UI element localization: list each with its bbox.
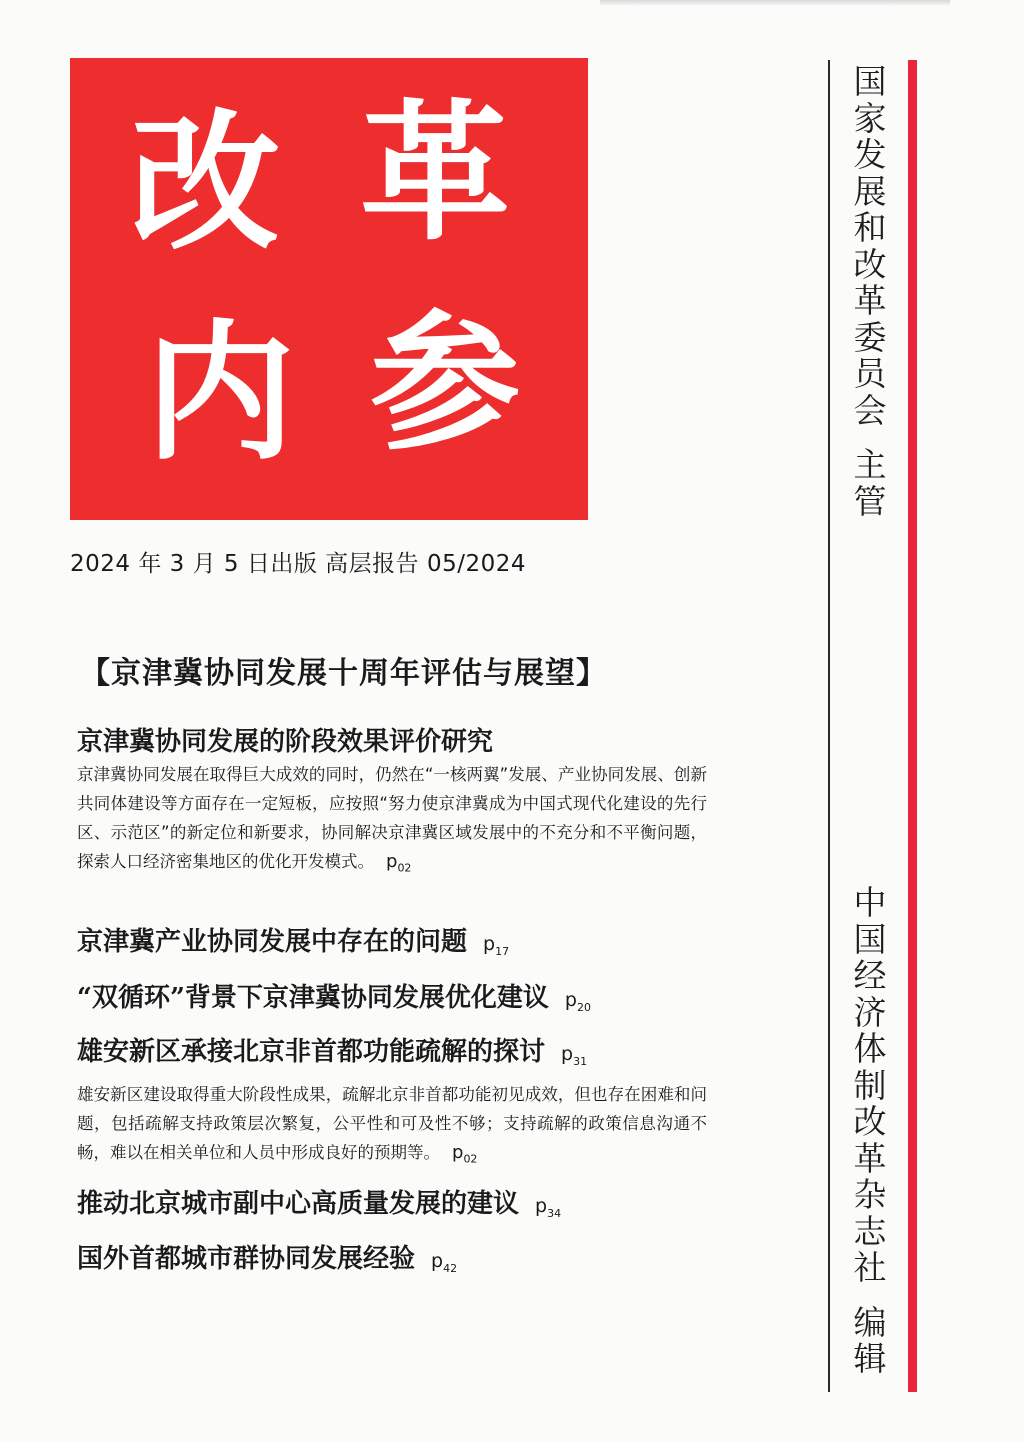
page-ref — [386, 851, 412, 875]
credit-char: 经 — [853, 956, 887, 995]
supervisor-credit — [848, 64, 892, 520]
credit-char: 委 — [853, 317, 887, 357]
page-ref — [483, 933, 510, 958]
article-4 — [77, 1034, 717, 1173]
abstract-text: 京津冀协同发展在取得巨大成效的同时，仍然在“一核两翼”发展、产业协同发展、创新共同体建设等方面存在一定短板，应按照“努力使京津冀成为中国式现代化建设的先行区、示范区”的新定位和新要求，协同解决京津冀区域发展中的不充分和不平衡问题，探索人口经济密集地区的优化开发模式。 — [77, 765, 707, 871]
credit-char: 发 — [853, 135, 887, 174]
masthead-char-3: 内 — [144, 305, 295, 481]
credit-char: 制 — [853, 1065, 887, 1105]
abstract-text: 雄安新区建设取得重大阶段性成果，疏解北京非首都功能初见成效，但也存在困难和问题，包括疏解支持政策层次繁复，公平性和可及性不够；支持疏解的政策信息沟通不畅，难以在相关单位和人员中形成良好的预期等。 — [77, 1084, 707, 1162]
article-title-text: 国外首都城市群协同发展经验 — [77, 1244, 416, 1274]
article-abstract — [77, 1080, 707, 1174]
credit-char: 员 — [853, 354, 887, 393]
credit-char: 革 — [853, 281, 887, 320]
page-ref — [431, 1250, 458, 1275]
divider-black — [828, 60, 830, 1392]
article-title-text: 京津冀产业协同发展中存在的问题 — [77, 927, 468, 957]
section-title: 【京津冀协同发展十周年评估与展望】 — [80, 656, 607, 691]
page-ref-p: p — [535, 1195, 548, 1217]
article-title-text: 推动北京城市副中心高质量发展的建议 — [77, 1189, 520, 1219]
article-title-text: 雄安新区承接北京非首都功能疏解的探讨 — [77, 1037, 546, 1067]
article-abstract — [77, 760, 707, 883]
article-title — [77, 980, 717, 1026]
credit-char: 改 — [853, 244, 887, 284]
credit-char: 志 — [853, 1211, 887, 1251]
scan-shadow — [600, 0, 950, 6]
editor-credit — [848, 885, 892, 1378]
credit-char: 编 — [853, 1302, 887, 1342]
article-6 — [77, 1241, 717, 1287]
page-ref — [561, 1043, 588, 1068]
page-ref-num: 34 — [547, 1206, 562, 1220]
article-title — [77, 1034, 717, 1080]
masthead-char-4: 参 — [369, 295, 520, 471]
credit-char: 济 — [853, 992, 887, 1032]
credit-char: 改 — [853, 1102, 887, 1141]
article-title — [77, 1186, 717, 1232]
page-ref-p: p — [452, 1141, 464, 1163]
article-3 — [77, 980, 717, 1026]
credit-char: 辑 — [853, 1339, 887, 1378]
credit-char: 社 — [853, 1248, 887, 1287]
masthead-char-1: 改 — [129, 95, 280, 271]
article-2 — [77, 924, 717, 970]
credit-char: 国 — [853, 919, 887, 959]
page-ref-p: p — [386, 851, 398, 872]
credit-char: 家 — [853, 98, 887, 138]
credit-char: 革 — [853, 1138, 887, 1178]
page-ref-p: p — [561, 1043, 574, 1065]
page-ref — [564, 989, 591, 1014]
divider-red — [908, 60, 917, 1392]
page-ref-num: 17 — [495, 944, 510, 958]
page-ref — [535, 1195, 562, 1220]
article-title — [77, 924, 717, 970]
page-ref-p: p — [483, 933, 496, 955]
page-ref-num: 31 — [573, 1054, 588, 1068]
credit-gap — [848, 1287, 892, 1305]
masthead-logo — [70, 58, 588, 520]
page-ref-num: 02 — [397, 861, 412, 875]
credit-char: 国 — [853, 62, 887, 101]
credit-char: 中 — [853, 883, 887, 922]
masthead-char-2: 革 — [359, 85, 510, 261]
page-ref-p: p — [564, 989, 577, 1011]
page-ref-num: 02 — [463, 1152, 478, 1166]
page-ref — [452, 1141, 478, 1166]
page-ref-p: p — [431, 1250, 444, 1272]
credit-char: 和 — [853, 208, 887, 247]
credit-char: 展 — [853, 171, 887, 211]
page-ref-num: 42 — [443, 1261, 458, 1275]
article-title: 京津冀协同发展的阶段效果评价研究 — [77, 727, 494, 757]
article-title-text: “双循环”背景下京津冀协同发展优化建议 — [77, 983, 549, 1013]
credit-char: 体 — [853, 1029, 887, 1068]
article-5 — [77, 1186, 717, 1232]
credit-char: 会 — [853, 390, 887, 430]
credit-char: 主 — [853, 445, 887, 484]
article-1 — [77, 724, 717, 883]
article-title — [77, 1241, 717, 1287]
issue-line: 2024 年 3 月 5 日出版 高层报告 05/2024 — [70, 551, 527, 577]
credit-char: 管 — [853, 481, 887, 521]
page-ref-num: 20 — [576, 1000, 591, 1014]
credit-char: 杂 — [853, 1175, 887, 1214]
